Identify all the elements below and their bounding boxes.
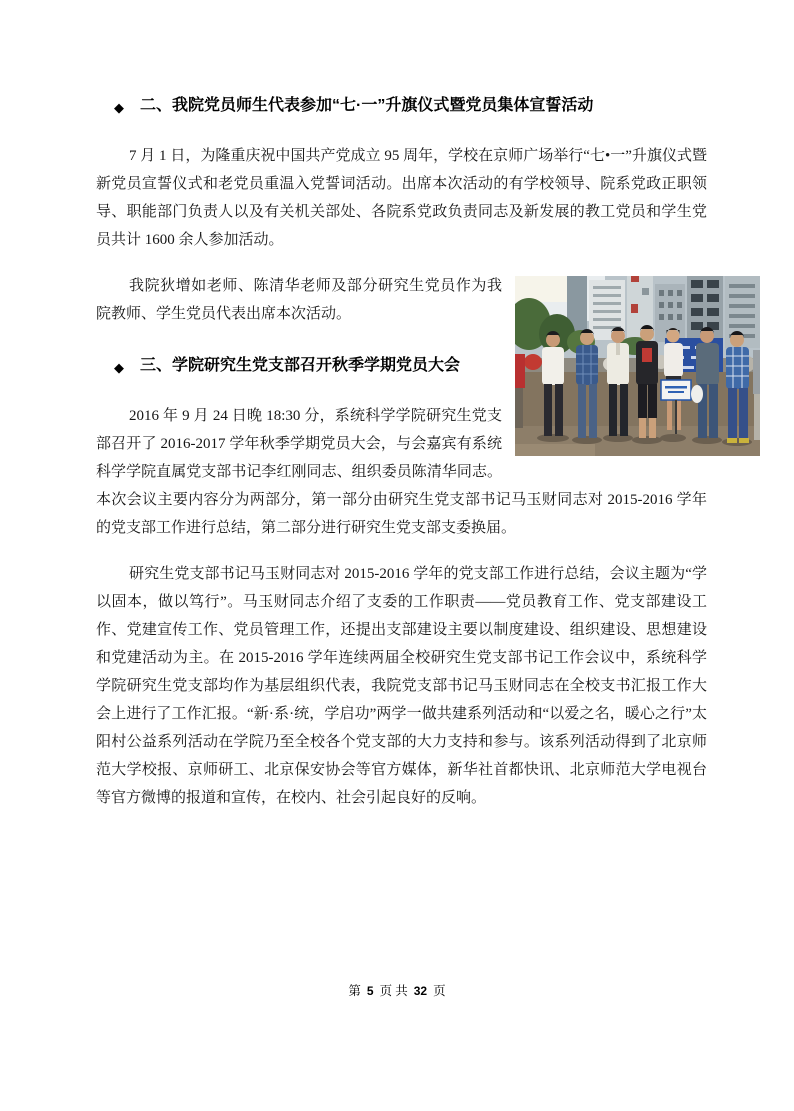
page-footer bbox=[0, 981, 794, 999]
paragraph: 7 月 1 日，为隆重庆祝中国共产党成立 95 周年，学校在京师广场举行“七•一”升旗仪式暨新党员宣誓仪式和老党员重温入党誓词活动。出席本次活动的有学校领导、院系党政正职领导、职能部门负责人以及有关机关部处、各院系党政负责同志及新发展的教工党员和学生党员共计 1600 余人参加活动。 bbox=[96, 148, 707, 248]
footer-prefix: 第 bbox=[348, 984, 361, 998]
page-number: 5 bbox=[366, 984, 374, 998]
section-heading-text: 三、学院研究生党支部召开秋季学期党员大会 bbox=[140, 357, 461, 374]
diamond-bullet-icon: ◆ bbox=[114, 360, 124, 375]
group-photo bbox=[515, 276, 760, 456]
section-heading-2 bbox=[96, 94, 707, 120]
total-pages: 32 bbox=[413, 984, 428, 998]
diamond-bullet-icon: ◆ bbox=[114, 100, 124, 115]
section-heading-3 bbox=[96, 354, 502, 380]
paragraph: 2016 年 9 月 24 日晚 18:30 分，系统科学学院研究生党支部召开了 2016-2017 学年秋季学期党员大会，与会嘉宾有系统科学学院直属党支部书记李红刚同志、组织委员陈清华同志。本次会议主要内容分为两部分，第一部分由研究生党支部书记马玉财同志对 2015-2016 学年的党支部工作进行总结，第二部分进行研究生党支部支委换届。 bbox=[96, 408, 707, 536]
paragraph: 我院狄增如老师、陈清华老师及部分研究生党员作为我院教师、学生党员代表出席本次活动。 bbox=[96, 278, 502, 322]
section-heading-text: 二、我院党员师生代表参加“七·一”升旗仪式暨党员集体宣誓活动 bbox=[140, 97, 594, 114]
paragraph: 研究生党支部书记马玉财同志对 2015-2016 学年的党支部工作进行总结，会议主题为“学以固本，做以笃行”。马玉财同志介绍了支委的工作职责——党员教育工作、党支部建设工作、党建宣传工作、党员管理工作，还提出支部建设主要以制度建设、组织建设、思想建设和党建活动为主。在 2015-2016 学年连续两届全校研究生党支部书记工作会议中，系统科学学院研究生党支部均作为基层组织代表，我院党支部书记马玉财同志在全校支书汇报工作大会上进行了工作汇报。“新·系·统，学启功”两学一做共建系列活动和“以爱之名，暖心之行”太阳村公益系列活动在学院乃至全校各个党支部的大力支持和参与。该系列活动得到了北京师范大学校报、京师研工、北京保安协会等官方媒体，新华社首都快讯、北京师范大学电视台等官方微博的报道和宣传，在校内、社会引起良好的反响。 bbox=[96, 566, 707, 806]
footer-suffix: 页 bbox=[433, 984, 446, 998]
footer-middle: 页 共 bbox=[379, 984, 408, 998]
